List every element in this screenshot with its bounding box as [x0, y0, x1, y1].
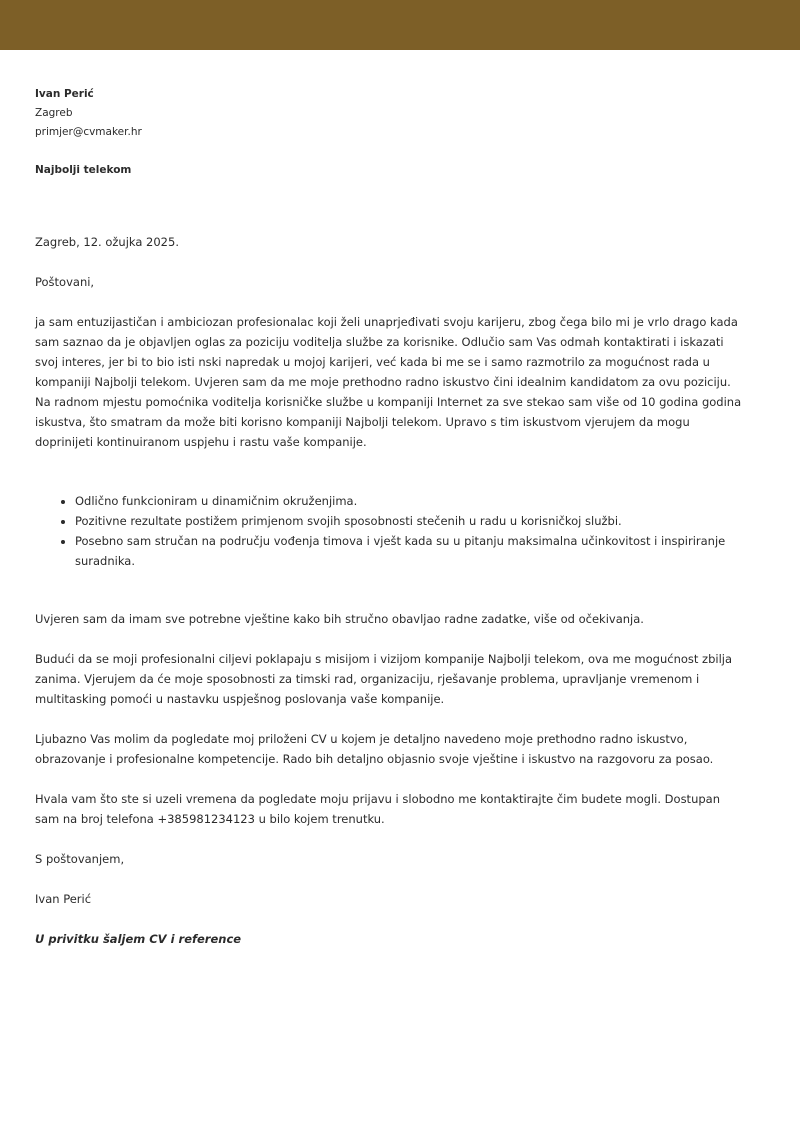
sender-block: [35, 85, 747, 142]
strengths-list: [35, 491, 747, 571]
sender-city: Zagreb: [35, 107, 73, 119]
paragraph-thanks: Hvala vam što ste si uzeli vremena da pogledate moju prijavu i slobodno me kontaktirajte čim budete mogli. Dostupan sam na broj telefona +385981234123 u bilo kojem trenutku.: [35, 792, 720, 826]
paragraph-goals: Budući da se moji profesionalni ciljevi poklapaju s misijom i vizijom kompanije Najbolji telekom, ova me mogućnost zbilja zanima. Vjerujem da će moje sposobnosti za timski rad, organizaciju, rješavanje problema, upravljanje vremenom i multitasking pomoći u nastavku uspješnog poslovanja vaše kompanije.: [35, 652, 733, 706]
letter-date: Zagreb, 12. ožujka 2025.: [35, 235, 179, 249]
paragraph-cv: Ljubazno Vas molim da pogledate moj priloženi CV u kojem je detaljno navedeno moje prethodno radno iskustvo, obrazovanje i profesionalne kompetencije. Rado bih detaljno objasnio svoje vještine i iskustvo na razgovoru za posao.: [35, 732, 714, 766]
paragraph-intro: ja sam entuzijastičan i ambiciozan profesionalac koji želi unaprjeđivati svoju karijeru, zbog čega bilo mi je vrlo drago kada sam saznao da je objavljen oglas za poziciju voditelja službe za korisnike. Odlučio sam Vas odmah kontaktirati i iskazati svoj interes, jer bi to bio isti nski napredak u mojoj karijeri, već kada bi me se i samo razmotrilo za mogućnost rada u kompaniji Najbolji telekom. Uvjeren sam da me moje prethodno radno iskustvo čini idealnim kandidatom za ovu poziciju. Na radnom mjestu pomoćnika voditelja korisničke službe u kompaniji Internet za sve stekao sam više od 10 godina godina iskustva, što smatram da može biti korisno kompaniji Najbolji telekom. Upravo s tim iskustvom vjerujem da mogu doprinijeti kontinuiranom uspjehu i rastu vaše kompanije.: [35, 315, 742, 449]
signature-name: Ivan Perić: [35, 892, 92, 906]
header-accent-bar: [0, 0, 800, 50]
letter-closing: S poštovanjem,: [35, 852, 125, 866]
attachment-note: U privitku šaljem CV i reference: [35, 932, 242, 946]
list-item: • Posebno sam stručan na području vođenja timova i vješt kada su u pitanju maksimalna učinkovitost i inspiriranje suradnika.: [75, 531, 747, 571]
list-item: • Pozitivne rezultate postižem primjenom svojih sposobnosti stečenih u radu u korisničkoj službi.: [75, 511, 747, 531]
cover-letter: [35, 85, 747, 961]
paragraph-skills: Uvjeren sam da imam sve potrebne vještine kako bih stručno obavljao radne zadatke, više od očekivanja.: [35, 612, 644, 626]
recipient-company: Najbolji telekom: [35, 164, 132, 176]
sender-email: primjer@cvmaker.hr: [35, 126, 142, 138]
letter-greeting: Poštovani,: [35, 275, 95, 289]
list-item: • Odlično funkcioniram u dinamičnim okruženjima.: [75, 491, 747, 511]
sender-name: Ivan Perić: [35, 88, 94, 100]
